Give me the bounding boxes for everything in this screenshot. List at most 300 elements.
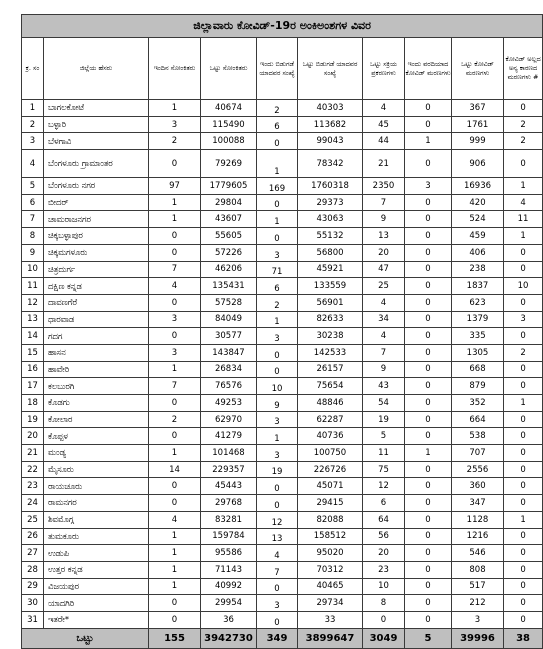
cell-total-discharged: 56800 <box>298 244 363 261</box>
cell-total-discharged: 26157 <box>298 361 363 378</box>
cell-total-discharged: 95020 <box>298 545 363 562</box>
cell-total-deaths: 1305 <box>452 344 504 361</box>
cell-total-deaths: 668 <box>452 361 504 378</box>
cell-today-infected: 1 <box>149 100 201 117</box>
cell-serial-number: 5 <box>22 178 44 195</box>
cell-today-infected: 4 <box>149 278 201 295</box>
cell-today-infected: 0 <box>149 150 201 178</box>
cell-active-cases: 11 <box>363 445 405 462</box>
cell-total-deaths: 335 <box>452 328 504 345</box>
cell-today-infected: 1 <box>149 545 201 562</box>
cell-active-cases: 56 <box>363 528 405 545</box>
cell-active-cases: 43 <box>363 378 405 395</box>
cell-total-infected: 36 <box>201 611 257 628</box>
cell-serial-number: 12 <box>22 294 44 311</box>
cell-today-infected: 7 <box>149 378 201 395</box>
cell-district-name: ತುಮಕೂರು <box>44 528 149 545</box>
cell-today-discharged: 12 <box>257 511 298 528</box>
cell-total-deaths: 1128 <box>452 511 504 528</box>
cell-serial-number: 17 <box>22 378 44 395</box>
cell-district-name: ವಿಜಯಪುರ <box>44 578 149 595</box>
cell-serial-number: 4 <box>22 150 44 178</box>
cell-today-discharged: 1 <box>257 311 298 328</box>
cell-today-discharged: 0 <box>257 611 298 628</box>
header-row <box>22 38 543 100</box>
cell-other-deaths: 0 <box>504 428 543 445</box>
table-row <box>22 428 543 445</box>
table-row <box>22 100 543 117</box>
cell-active-cases: 4 <box>363 328 405 345</box>
cell-today-discharged: 10 <box>257 378 298 395</box>
cell-today-discharged: 3 <box>257 445 298 462</box>
cell-serial-number: 2 <box>22 116 44 133</box>
cell-today-deaths: 0 <box>405 561 452 578</box>
cell-total-infected: 135431 <box>201 278 257 295</box>
cell-today-discharged: 0 <box>257 578 298 595</box>
cell-total-discharged: 158512 <box>298 528 363 545</box>
cell-other-deaths: 1 <box>504 178 543 195</box>
cell-active-cases: 19 <box>363 411 405 428</box>
cell-active-cases: 4 <box>363 294 405 311</box>
cell-other-deaths: 1 <box>504 395 543 412</box>
table-row <box>22 611 543 628</box>
totals-label: ಒಟ್ಟು <box>22 628 149 648</box>
cell-today-deaths: 0 <box>405 611 452 628</box>
cell-today-discharged: 1 <box>257 211 298 228</box>
cell-today-discharged: 3 <box>257 595 298 612</box>
cell-total-deaths: 1837 <box>452 278 504 295</box>
cell-serial-number: 8 <box>22 228 44 245</box>
cell-total-discharged: 99043 <box>298 133 363 150</box>
header-total-discharged: ಒಟ್ಟು ಬಿಡುಗಡೆ ಯಾದವರ ಸಂಖ್ಯೆ <box>298 38 363 100</box>
cell-district-name: ಮೈಸೂರು <box>44 461 149 478</box>
cell-other-deaths: 0 <box>504 478 543 495</box>
cell-total-discharged: 133559 <box>298 278 363 295</box>
cell-today-deaths: 0 <box>405 578 452 595</box>
cell-total-infected: 40674 <box>201 100 257 117</box>
cell-today-infected: 7 <box>149 261 201 278</box>
cell-active-cases: 64 <box>363 511 405 528</box>
cell-total-deaths: 906 <box>452 150 504 178</box>
cell-today-infected: 1 <box>149 211 201 228</box>
cell-active-cases: 4 <box>363 100 405 117</box>
cell-active-cases: 44 <box>363 133 405 150</box>
cell-total-infected: 159784 <box>201 528 257 545</box>
cell-today-discharged: 3 <box>257 244 298 261</box>
cell-total-deaths: 420 <box>452 194 504 211</box>
cell-district-name: ಧಾರವಾಡ <box>44 311 149 328</box>
cell-total-discharged: 100750 <box>298 445 363 462</box>
cell-district-name: ದಕ್ಷಿಣ ಕನ್ನಡ <box>44 278 149 295</box>
cell-total-deaths: 459 <box>452 228 504 245</box>
cell-total-infected: 57528 <box>201 294 257 311</box>
cell-total-deaths: 352 <box>452 395 504 412</box>
cell-today-infected: 0 <box>149 495 201 512</box>
cell-total-discharged: 82088 <box>298 511 363 528</box>
cell-total-infected: 29954 <box>201 595 257 612</box>
cell-serial-number: 3 <box>22 133 44 150</box>
cell-other-deaths: 0 <box>504 545 543 562</box>
table-row <box>22 378 543 395</box>
cell-total-discharged: 33 <box>298 611 363 628</box>
cell-other-deaths: 0 <box>504 528 543 545</box>
totals-deaths-today: 5 <box>405 628 452 648</box>
cell-other-deaths: 0 <box>504 294 543 311</box>
cell-district-name: ಹಾವೇರಿ <box>44 361 149 378</box>
totals-row <box>22 628 543 648</box>
cell-today-discharged: 0 <box>257 478 298 495</box>
cell-total-deaths: 524 <box>452 211 504 228</box>
cell-today-discharged: 2 <box>257 100 298 117</box>
cell-today-infected: 0 <box>149 395 201 412</box>
cell-total-discharged: 45071 <box>298 478 363 495</box>
cell-total-deaths: 546 <box>452 545 504 562</box>
cell-today-deaths: 1 <box>405 445 452 462</box>
table-row <box>22 278 543 295</box>
cell-total-deaths: 808 <box>452 561 504 578</box>
cell-district-name: ಚಿಕ್ಕಮಗಳೂರು <box>44 244 149 261</box>
cell-today-discharged: 169 <box>257 178 298 195</box>
cell-today-infected: 3 <box>149 344 201 361</box>
table-row <box>22 178 543 195</box>
cell-active-cases: 8 <box>363 595 405 612</box>
cell-total-infected: 62970 <box>201 411 257 428</box>
cell-serial-number: 23 <box>22 478 44 495</box>
table-row <box>22 344 543 361</box>
cell-total-deaths: 406 <box>452 244 504 261</box>
cell-total-discharged: 40736 <box>298 428 363 445</box>
cell-today-infected: 2 <box>149 133 201 150</box>
cell-serial-number: 28 <box>22 561 44 578</box>
cell-today-infected: 0 <box>149 611 201 628</box>
cell-other-deaths: 2 <box>504 344 543 361</box>
cell-serial-number: 16 <box>22 361 44 378</box>
cell-total-deaths: 1761 <box>452 116 504 133</box>
cell-total-discharged: 226726 <box>298 461 363 478</box>
cell-total-infected: 100088 <box>201 133 257 150</box>
cell-other-deaths: 0 <box>504 378 543 395</box>
cell-other-deaths: 0 <box>504 595 543 612</box>
cell-serial-number: 18 <box>22 395 44 412</box>
header-total-infected: ಒಟ್ಟು ಸೋಂಕಿತರು <box>201 38 257 100</box>
cell-total-discharged: 30238 <box>298 328 363 345</box>
cell-serial-number: 20 <box>22 428 44 445</box>
cell-today-infected: 0 <box>149 244 201 261</box>
cell-total-discharged: 62287 <box>298 411 363 428</box>
table-row <box>22 261 543 278</box>
cell-total-deaths: 707 <box>452 445 504 462</box>
cell-total-infected: 45443 <box>201 478 257 495</box>
cell-today-discharged: 71 <box>257 261 298 278</box>
cell-today-deaths: 0 <box>405 311 452 328</box>
cell-today-deaths: 0 <box>405 461 452 478</box>
covid-statistics-table <box>21 14 543 649</box>
cell-today-deaths: 0 <box>405 428 452 445</box>
cell-today-infected: 1 <box>149 528 201 545</box>
cell-district-name: ಕಲಬುರಗಿ <box>44 378 149 395</box>
cell-total-deaths: 517 <box>452 578 504 595</box>
cell-total-discharged: 45921 <box>298 261 363 278</box>
cell-today-deaths: 0 <box>405 511 452 528</box>
cell-total-discharged: 40303 <box>298 100 363 117</box>
cell-today-deaths: 0 <box>405 150 452 178</box>
cell-active-cases: 13 <box>363 228 405 245</box>
header-serial-number: ಕ್ರ. ಸಂ <box>22 38 44 100</box>
table-row <box>22 194 543 211</box>
cell-district-name: ಬೆಳಗಾವಿ <box>44 133 149 150</box>
cell-today-discharged: 0 <box>257 228 298 245</box>
cell-district-name: ರಾಮನಗರ <box>44 495 149 512</box>
cell-total-deaths: 367 <box>452 100 504 117</box>
cell-district-name: ಬೀದರ್ <box>44 194 149 211</box>
cell-total-infected: 43607 <box>201 211 257 228</box>
table-row <box>22 361 543 378</box>
table-title: ಜಿಲ್ಲಾವಾರು ಕೋವಿಡ್-19ರ ಅಂಕಿಅಂಶಗಳ ವಿವರ <box>22 15 543 38</box>
table-row <box>22 545 543 562</box>
cell-other-deaths: 0 <box>504 411 543 428</box>
cell-active-cases: 5 <box>363 428 405 445</box>
cell-total-discharged: 75654 <box>298 378 363 395</box>
cell-other-deaths: 0 <box>504 611 543 628</box>
cell-serial-number: 25 <box>22 511 44 528</box>
table-row <box>22 311 543 328</box>
cell-active-cases: 6 <box>363 495 405 512</box>
cell-total-infected: 30577 <box>201 328 257 345</box>
cell-today-discharged: 0 <box>257 344 298 361</box>
cell-today-infected: 3 <box>149 116 201 133</box>
cell-district-name: ಉತ್ತರ ಕನ್ನಡ <box>44 561 149 578</box>
cell-district-name: ಬೆಂಗಳೂರು ಗ್ರಾಮಾಂತರ <box>44 150 149 178</box>
cell-today-discharged: 1 <box>257 428 298 445</box>
cell-active-cases: 7 <box>363 344 405 361</box>
cell-serial-number: 24 <box>22 495 44 512</box>
cell-today-deaths: 0 <box>405 294 452 311</box>
cell-total-discharged: 70312 <box>298 561 363 578</box>
cell-total-deaths: 623 <box>452 294 504 311</box>
cell-total-infected: 55605 <box>201 228 257 245</box>
cell-total-infected: 79269 <box>201 150 257 178</box>
cell-today-discharged: 19 <box>257 461 298 478</box>
cell-total-infected: 84049 <box>201 311 257 328</box>
cell-today-discharged: 1 <box>257 150 298 178</box>
header-total-deaths: ಒಟ್ಟು ಕೋವಿಡ್ ಮರಣಗಳು <box>452 38 504 100</box>
cell-serial-number: 19 <box>22 411 44 428</box>
cell-total-deaths: 3 <box>452 611 504 628</box>
cell-district-name: ಉಡುಪಿ <box>44 545 149 562</box>
cell-today-discharged: 9 <box>257 395 298 412</box>
cell-active-cases: 9 <box>363 361 405 378</box>
table-row <box>22 244 543 261</box>
cell-total-deaths: 1216 <box>452 528 504 545</box>
cell-today-infected: 0 <box>149 228 201 245</box>
cell-district-name: ಬಳ್ಳಾರಿ <box>44 116 149 133</box>
cell-today-infected: 0 <box>149 478 201 495</box>
cell-today-deaths: 0 <box>405 244 452 261</box>
cell-district-name: ಹಾಸನ <box>44 344 149 361</box>
table-row <box>22 294 543 311</box>
cell-total-deaths: 212 <box>452 595 504 612</box>
cell-other-deaths: 1 <box>504 511 543 528</box>
cell-active-cases: 10 <box>363 578 405 595</box>
cell-active-cases: 75 <box>363 461 405 478</box>
cell-serial-number: 7 <box>22 211 44 228</box>
cell-district-name: ಗದಗ <box>44 328 149 345</box>
cell-district-name: ಇತರೇ* <box>44 611 149 628</box>
cell-total-discharged: 82633 <box>298 311 363 328</box>
cell-total-infected: 101468 <box>201 445 257 462</box>
cell-other-deaths: 0 <box>504 578 543 595</box>
cell-today-deaths: 0 <box>405 100 452 117</box>
cell-serial-number: 27 <box>22 545 44 562</box>
cell-total-discharged: 1760318 <box>298 178 363 195</box>
cell-serial-number: 29 <box>22 578 44 595</box>
cell-today-discharged: 13 <box>257 528 298 545</box>
cell-serial-number: 9 <box>22 244 44 261</box>
cell-today-infected: 0 <box>149 595 201 612</box>
totals-active: 3049 <box>363 628 405 648</box>
cell-today-deaths: 0 <box>405 228 452 245</box>
cell-total-discharged: 56901 <box>298 294 363 311</box>
cell-serial-number: 26 <box>22 528 44 545</box>
cell-active-cases: 34 <box>363 311 405 328</box>
cell-total-deaths: 238 <box>452 261 504 278</box>
cell-total-discharged: 48846 <box>298 395 363 412</box>
table-row <box>22 528 543 545</box>
cell-other-deaths: 0 <box>504 244 543 261</box>
cell-district-name: ಕೋಲಾರ <box>44 411 149 428</box>
cell-today-infected: 0 <box>149 428 201 445</box>
cell-serial-number: 31 <box>22 611 44 628</box>
cell-today-infected: 1 <box>149 578 201 595</box>
cell-today-discharged: 0 <box>257 361 298 378</box>
cell-today-discharged: 3 <box>257 328 298 345</box>
cell-total-infected: 71143 <box>201 561 257 578</box>
cell-today-deaths: 1 <box>405 133 452 150</box>
table-body <box>22 100 543 629</box>
cell-today-discharged: 0 <box>257 133 298 150</box>
cell-active-cases: 45 <box>363 116 405 133</box>
cell-today-deaths: 0 <box>405 395 452 412</box>
totals-deaths-total: 39996 <box>452 628 504 648</box>
cell-district-name: ಕೊಡಗು <box>44 395 149 412</box>
cell-total-deaths: 538 <box>452 428 504 445</box>
cell-total-discharged: 55132 <box>298 228 363 245</box>
cell-total-deaths: 999 <box>452 133 504 150</box>
table-row <box>22 578 543 595</box>
cell-today-deaths: 0 <box>405 344 452 361</box>
cell-total-deaths: 16936 <box>452 178 504 195</box>
cell-total-infected: 143847 <box>201 344 257 361</box>
cell-total-infected: 95586 <box>201 545 257 562</box>
cell-total-infected: 46206 <box>201 261 257 278</box>
table-row <box>22 461 543 478</box>
cell-other-deaths: 0 <box>504 561 543 578</box>
cell-today-infected: 0 <box>149 328 201 345</box>
cell-today-infected: 1 <box>149 361 201 378</box>
cell-today-deaths: 0 <box>405 328 452 345</box>
cell-active-cases: 21 <box>363 150 405 178</box>
cell-active-cases: 9 <box>363 211 405 228</box>
cell-today-infected: 1 <box>149 445 201 462</box>
cell-total-infected: 76576 <box>201 378 257 395</box>
table-row <box>22 395 543 412</box>
cell-today-deaths: 0 <box>405 194 452 211</box>
totals-total: 3942730 <box>201 628 257 648</box>
cell-active-cases: 12 <box>363 478 405 495</box>
cell-active-cases: 7 <box>363 194 405 211</box>
totals-disch-total: 3899647 <box>298 628 363 648</box>
cell-other-deaths: 2 <box>504 133 543 150</box>
cell-today-deaths: 0 <box>405 378 452 395</box>
cell-today-infected: 2 <box>149 411 201 428</box>
cell-other-deaths: 0 <box>504 100 543 117</box>
cell-district-name: ಚಿಕ್ಕಬಳ್ಳಾಪುರ <box>44 228 149 245</box>
header-active-cases: ಒಟ್ಟು ಸಕ್ರಿಯ ಪ್ರಕರಣಗಳು <box>363 38 405 100</box>
cell-total-infected: 229357 <box>201 461 257 478</box>
table-row <box>22 595 543 612</box>
header-other-deaths: ಕೋವಿಡ್ ಅಲ್ಲದ ಅನ್ಯ ಕಾರಣದ ಮರಣಗಳು # <box>504 38 543 100</box>
cell-district-name: ಚಾಮರಾಜನಗರ <box>44 211 149 228</box>
cell-total-discharged: 29415 <box>298 495 363 512</box>
cell-today-discharged: 0 <box>257 495 298 512</box>
table-row <box>22 211 543 228</box>
cell-active-cases: 47 <box>363 261 405 278</box>
table-row <box>22 228 543 245</box>
cell-total-discharged: 43063 <box>298 211 363 228</box>
cell-total-discharged: 142533 <box>298 344 363 361</box>
cell-total-infected: 49253 <box>201 395 257 412</box>
cell-today-discharged: 6 <box>257 278 298 295</box>
cell-today-deaths: 0 <box>405 116 452 133</box>
cell-other-deaths: 0 <box>504 445 543 462</box>
cell-other-deaths: 0 <box>504 361 543 378</box>
table-row <box>22 133 543 150</box>
table-row <box>22 478 543 495</box>
cell-today-infected: 0 <box>149 294 201 311</box>
cell-today-infected: 1 <box>149 194 201 211</box>
cell-today-discharged: 0 <box>257 194 298 211</box>
cell-today-deaths: 0 <box>405 528 452 545</box>
cell-total-deaths: 360 <box>452 478 504 495</box>
cell-total-deaths: 879 <box>452 378 504 395</box>
cell-other-deaths: 3 <box>504 311 543 328</box>
cell-today-deaths: 0 <box>405 261 452 278</box>
cell-today-deaths: 0 <box>405 595 452 612</box>
cell-serial-number: 21 <box>22 445 44 462</box>
cell-serial-number: 15 <box>22 344 44 361</box>
cell-today-deaths: 0 <box>405 361 452 378</box>
totals-disch-today: 349 <box>257 628 298 648</box>
cell-serial-number: 30 <box>22 595 44 612</box>
cell-other-deaths: 0 <box>504 461 543 478</box>
cell-today-infected: 4 <box>149 511 201 528</box>
cell-today-deaths: 0 <box>405 545 452 562</box>
table-row <box>22 495 543 512</box>
cell-other-deaths: 10 <box>504 278 543 295</box>
cell-total-infected: 115490 <box>201 116 257 133</box>
cell-total-infected: 40992 <box>201 578 257 595</box>
cell-today-discharged: 3 <box>257 411 298 428</box>
table-row <box>22 328 543 345</box>
cell-other-deaths: 1 <box>504 228 543 245</box>
cell-serial-number: 13 <box>22 311 44 328</box>
cell-other-deaths: 0 <box>504 150 543 178</box>
cell-today-discharged: 4 <box>257 545 298 562</box>
cell-district-name: ದಾವಣಗೆರೆ <box>44 294 149 311</box>
cell-serial-number: 1 <box>22 100 44 117</box>
header-today-infected: ಇಂದಿನ ಸೋಂಕಿತರು <box>149 38 201 100</box>
cell-active-cases: 23 <box>363 561 405 578</box>
